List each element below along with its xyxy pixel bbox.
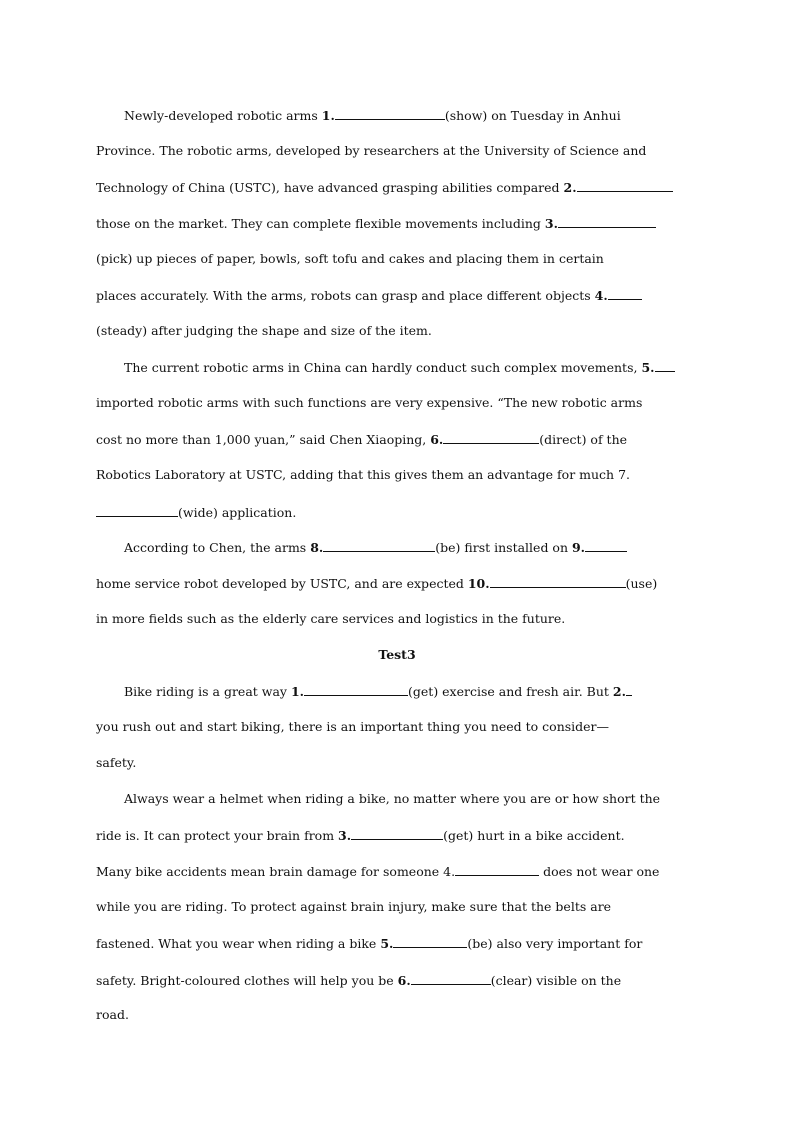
answer-blank[interactable] [455, 863, 539, 876]
t2-p2-line1: The current robotic arms in China can hardly conduct such complex movements, 5. [124, 359, 675, 375]
answer-blank[interactable] [558, 215, 656, 228]
t2-p3-line2: home service robot developed by USTC, and are expected 10. (use) [96, 576, 658, 591]
t3-p2-line1: Always wear a helmet when riding a bike, no matter where you are or how short the [124, 791, 661, 806]
q3-number: 3. [338, 828, 352, 843]
t2-p1-line6: places accurately. With the arms, robots can grasp and place different objects 4. [96, 287, 642, 303]
t2-p1-line2: Province. The robotic arms, developed by researchers at the University of Science and [96, 143, 647, 158]
answer-blank[interactable] [490, 575, 626, 588]
answer-blank[interactable] [585, 539, 627, 552]
t2-p1-line4: those on the market. They can complete flexible movements including 3. [96, 215, 656, 231]
answer-blank[interactable] [351, 827, 443, 840]
q2-number: 2. [612, 684, 626, 699]
q10-number: 10. [467, 576, 490, 591]
q1-number: 1. [290, 684, 305, 699]
q5-number: 5. [641, 360, 655, 375]
t2-p3-line3: in more fields such as the elderly care services and logistics in the future. [96, 611, 566, 626]
t2-p1-line7: (steady) after judging the shape and size of the item. [96, 323, 432, 338]
answer-blank[interactable] [443, 431, 539, 444]
q1-number: 1. [321, 108, 335, 123]
t3-p2-line6: safety. Bright-coloured clothes will help you be 6. (clear) visible on the [96, 973, 622, 988]
t3-p1-line3: safety. [96, 755, 137, 770]
t2-p2-line5: (wide) application. [96, 504, 296, 520]
answer-blank[interactable] [335, 107, 445, 120]
q6-number: 6. [430, 432, 444, 447]
t3-p1-line1: Bike riding is a great way 1. (get) exercise and fresh air. But 2. [124, 683, 632, 699]
answer-blank[interactable] [393, 935, 467, 948]
answer-blank[interactable] [608, 287, 642, 300]
t2-p1-line1: Newly-developed robotic arms 1. (show) on Tuesday in Anhui [124, 108, 621, 123]
q2-number: 2. [563, 180, 577, 195]
t2-p2-line4: Robotics Laboratory at USTC, adding that this gives them an advantage for much 7. [96, 467, 631, 482]
answer-blank[interactable] [411, 972, 491, 985]
q4-number: 4. [443, 864, 456, 879]
answer-blank[interactable] [323, 539, 435, 552]
t3-p2-line7: road. [96, 1007, 129, 1022]
answer-blank[interactable] [577, 179, 673, 192]
t2-p2-line2: imported robotic arms with such functions are very expensive. “The new robotic arms [96, 395, 643, 410]
t2-p3-line1: According to Chen, the arms 8. (be) first installed on 9. [124, 539, 627, 555]
answer-blank[interactable] [655, 359, 675, 372]
t3-p1-line2: you rush out and start biking, there is an important thing you need to consider— [96, 719, 610, 734]
t2-p2-line3: cost no more than 1,000 yuan,” said Chen Xiaoping, 6. (direct) of the [96, 432, 628, 447]
q8-number: 8. [310, 540, 324, 555]
q5-number: 5. [380, 936, 394, 951]
q9-number: 9. [571, 540, 586, 555]
q3-number: 3. [544, 216, 558, 231]
q6-number: 6. [397, 973, 411, 988]
t2-p1-line5: (pick) up pieces of paper, bowls, soft tofu and cakes and placing them in certain [96, 251, 604, 266]
answer-blank[interactable] [304, 683, 408, 696]
t2-p1-line3: Technology of China (USTC), have advanced grasping abilities compared 2. [96, 179, 673, 195]
q7-number: 7. [618, 467, 631, 482]
t3-p2-line2: ride is. It can protect your brain from 3. (get) hurt in a bike accident. [96, 828, 625, 843]
test3-heading: Test3 [378, 647, 416, 662]
t3-p2-line5: fastened. What you wear when riding a bike 5. (be) also very important for [96, 936, 643, 951]
t3-p2-line4: while you are riding. To protect against brain injury, make sure that the belts are [96, 899, 612, 914]
q4-number: 4. [594, 288, 608, 303]
answer-blank[interactable] [96, 504, 178, 517]
t3-p2-line3: Many bike accidents mean brain damage for someone 4. does not wear one [96, 864, 660, 879]
answer-blank[interactable] [626, 683, 632, 696]
